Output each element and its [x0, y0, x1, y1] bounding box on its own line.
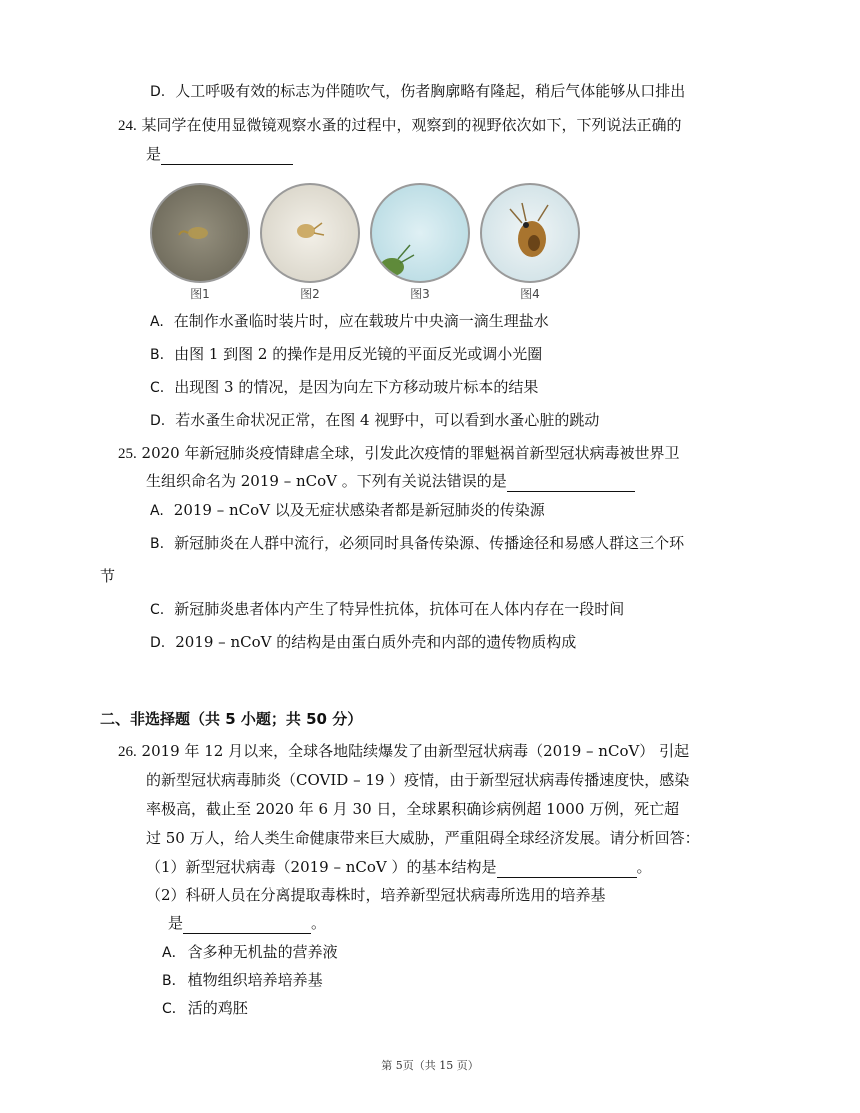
q26-stem-line1: [118, 740, 689, 763]
q25-option-b: [150, 532, 684, 555]
question-text: 某同学在使用显微镜观察水蚤的过程中，观察到的视野依次如下，下列说法正确的: [141, 116, 682, 134]
option-text: 新冠肺炎患者体内产生了特异性抗体，抗体可在人体内存在一段时间: [174, 600, 625, 618]
option-text: 新冠肺炎在人群中流行，必须同时具备传染源、传播途径和易感人群这三个环: [174, 534, 685, 552]
q26-stem-line4: 过 50 万人，给人类生命健康带来巨大威胁，严重阻碍全球经济发展。请分析回答：: [146, 829, 700, 847]
page-footer: 第 5页（共 15 页）: [381, 1059, 479, 1072]
option-label: D.: [150, 635, 166, 651]
figure-2-caption: 图2: [300, 287, 320, 301]
question-number: 26.: [118, 744, 137, 760]
q24-stem-line2: [146, 143, 293, 165]
figure-1-image: [150, 183, 250, 283]
q25-stem-line1: [118, 442, 679, 465]
q26-stem-line2: 的新型冠状病毒肺炎（COVID – 19 ）疫情，由于新型冠状病毒传播速度快，感染: [146, 771, 690, 789]
option-text: 若水蚤生命状况正常，在图 4 视野中，可以看到水蚤心脏的跳动: [175, 411, 600, 429]
option-text: 活的鸡胚: [187, 999, 248, 1017]
option-label: B.: [150, 536, 165, 552]
option-text: 出现图 3 的情况，是因为向左下方移动玻片标本的结果: [174, 378, 539, 396]
option-text: 由图 1 到图 2 的操作是用反光镜的平面反光或调小光圈: [174, 345, 543, 363]
option-label: C.: [150, 380, 165, 396]
q24-option-b: [150, 343, 542, 366]
option-label: C．: [162, 1001, 186, 1017]
answer-blank: [507, 475, 635, 492]
option-label: D.: [150, 84, 166, 100]
option-label: B.: [150, 347, 165, 363]
q26-option-a: [162, 941, 338, 964]
q24-stem-line1: [118, 114, 682, 137]
q24-option-a: [150, 310, 549, 333]
q26-sub1: [146, 856, 652, 878]
option-label: A.: [150, 314, 164, 330]
sub-question-end: 。: [311, 914, 327, 932]
option-text: 人工呼吸有效的标志为伴随吹气，伤者胸廓略有隆起，稍后气体能够从口排出: [175, 82, 686, 100]
q26-sub2-line2: [168, 912, 326, 934]
q25-option-c: [150, 598, 624, 621]
sub-question-text: 是: [168, 914, 184, 932]
option-label: B．: [162, 973, 186, 989]
option-text: 2019 – nCoV 以及无症状感染者都是新冠肺炎的传染源: [173, 501, 545, 519]
q26-sub2-line1: （2）科研人员在分离提取毒株时，培养新型冠状病毒所选用的培养基: [146, 886, 606, 904]
figure-2-image: [260, 183, 360, 283]
figure-4-caption: 图4: [520, 287, 540, 301]
q26-option-b: [162, 969, 323, 992]
option-text: 植物组织培养培养基: [187, 971, 323, 989]
question-number: 24.: [118, 118, 137, 134]
figure-4-image: [480, 183, 580, 283]
option-label: A.: [150, 503, 164, 519]
answer-blank: [161, 148, 293, 165]
q25-option-d: [150, 631, 576, 654]
option-text: 2019 – nCoV 的结构是由蛋白质外壳和内部的遗传物质构成: [175, 633, 577, 651]
option-label: A．: [162, 945, 186, 961]
q25-stem-line2: [146, 470, 635, 492]
q26-stem-line3: 率极高，截止至 2020 年 6 月 30 日，全球累积确诊病例超 1000 万例，死亡超: [146, 800, 680, 818]
option-text: 节: [100, 567, 116, 585]
q24-option-c: [150, 376, 538, 399]
q25-option-b-wrap: [100, 565, 115, 587]
q25-option-a: [150, 499, 545, 522]
q26-option-c: [162, 997, 248, 1020]
question-text: 是: [146, 145, 162, 163]
figure-3-image: [370, 183, 470, 283]
option-text: 在制作水蚤临时装片时，应在载玻片中央滴一滴生理盐水: [173, 312, 549, 330]
question-number: 25.: [118, 446, 137, 462]
microscope-figures: [146, 183, 586, 303]
option-label: C.: [150, 602, 165, 618]
section-title: 二、非选择题（共 5 小题；共 50 分）: [100, 710, 363, 728]
option-label: D.: [150, 413, 166, 429]
question-text: 2019 年 12 月以来，全球各地陆续爆发了由新型冠状病毒（2019 – nCoV） 引起: [141, 742, 690, 760]
question-text: 生组织命名为 2019 – nCoV 。下列有关说法错误的是: [146, 472, 507, 490]
option-text: 含多种无机盐的营养液: [187, 943, 338, 961]
sub-question-text: （1）新型冠状病毒（2019 – nCoV ）的基本结构是: [146, 858, 497, 876]
q23-option-d: [150, 80, 685, 103]
question-text: 2020 年新冠肺炎疫情肆虐全球，引发此次疫情的罪魁祸首新型冠状病毒被世界卫: [141, 444, 680, 462]
sub-question-end: 。: [636, 858, 652, 876]
figure-3-caption: 图3: [410, 287, 430, 301]
figure-1-caption: 图1: [190, 287, 210, 301]
answer-blank: [497, 861, 637, 878]
q24-option-d: [150, 409, 599, 432]
answer-blank: [183, 917, 311, 934]
